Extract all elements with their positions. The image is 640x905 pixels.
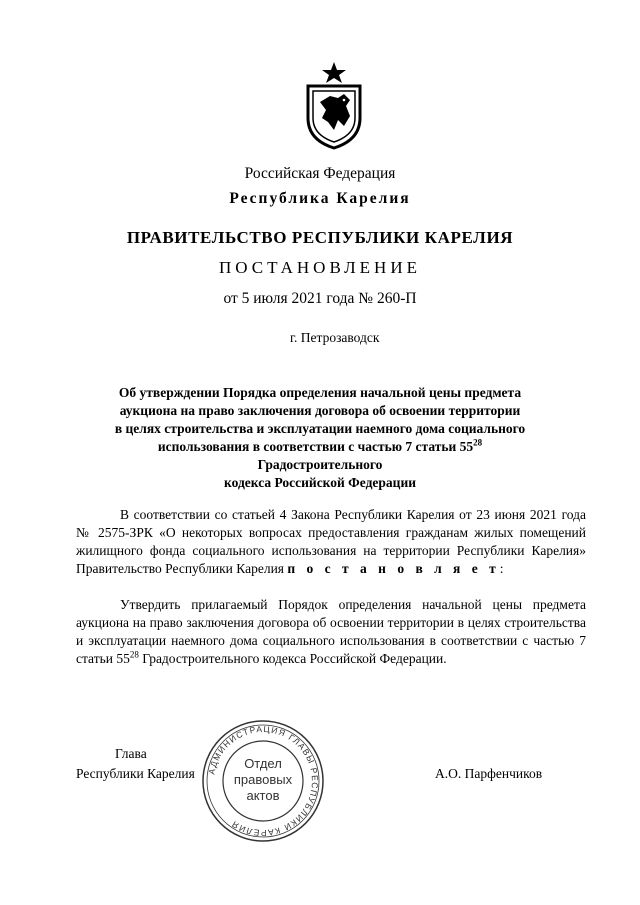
signatory-name: А.О. Парфенчиков <box>435 766 543 781</box>
document-type: ПОСТАНОВЛЕНИЕ <box>218 258 421 277</box>
legal-department-stamp <box>200 718 326 844</box>
government-name: ПРАВИТЕЛЬСТВО РЕСПУБЛИКИ КАРЕЛИЯ <box>126 228 514 247</box>
title-line <box>95 438 545 474</box>
preamble-colon: : <box>499 561 504 576</box>
title-line: Об утверждении Порядка определения начальной цены предмета <box>118 385 522 400</box>
stamp-ring-text: АДМИНИСТРАЦИЯ ГЛАВЫ РЕСПУБЛИКИ КАРЕЛИЯ <box>206 723 321 839</box>
resolution-text: Утвердить прилагаемый Порядок определения начальной цены предмета аукциона на право заключения договора об освоении территории в целях строительства и эксплуатации наемного дома социального использования в соответствии с частью 7 статьи 55 <box>76 597 586 666</box>
preamble-paragraph <box>76 506 586 578</box>
stamp-line: Отдел <box>244 756 282 771</box>
stamp-line: правовых <box>233 772 293 787</box>
city: г. Петрозаводск <box>290 330 380 345</box>
stamp-line: актов <box>246 788 280 803</box>
title-line: аукциона на право заключения договора об освоении территории <box>119 403 521 418</box>
title-line-text: Градостроительного <box>257 457 383 472</box>
article-superscript: 28 <box>129 649 139 660</box>
title-line-text: использования в соответствии с частью 7 статьи 55 <box>157 439 474 454</box>
document-date-number: от 5 июля 2021 года № 260-П <box>223 290 417 307</box>
preamble-text: В соответствии со статьей 4 Закона Республики Карелия от 23 июня 2021 года № 2575-ЗРК «О некоторых вопросах предоставления гражданам жилых помещений жилищного фонда социального использования на территории Республики Карелия» Правительство Республики Карелия <box>76 507 586 576</box>
resolution-text-end: Градостроительного кодекса Российской Федерации. <box>138 651 447 666</box>
title-line: кодекса Российской Федерации <box>223 475 417 490</box>
country-name: Российская Федерация <box>244 165 396 182</box>
republic-name: Республика Карелия <box>229 190 411 207</box>
document-title <box>95 384 545 492</box>
signatory-title: Глава <box>115 746 147 761</box>
title-line: в целях строительства и эксплуатации наемного дома социального <box>114 421 526 436</box>
karelia-coat-of-arms-icon <box>300 60 368 150</box>
signatory-organization: Республики Карелия <box>76 766 195 781</box>
resolution-paragraph <box>76 596 586 668</box>
resolves-word: п о с т а н о в л я е т <box>287 561 500 576</box>
article-superscript: 28 <box>473 437 483 448</box>
